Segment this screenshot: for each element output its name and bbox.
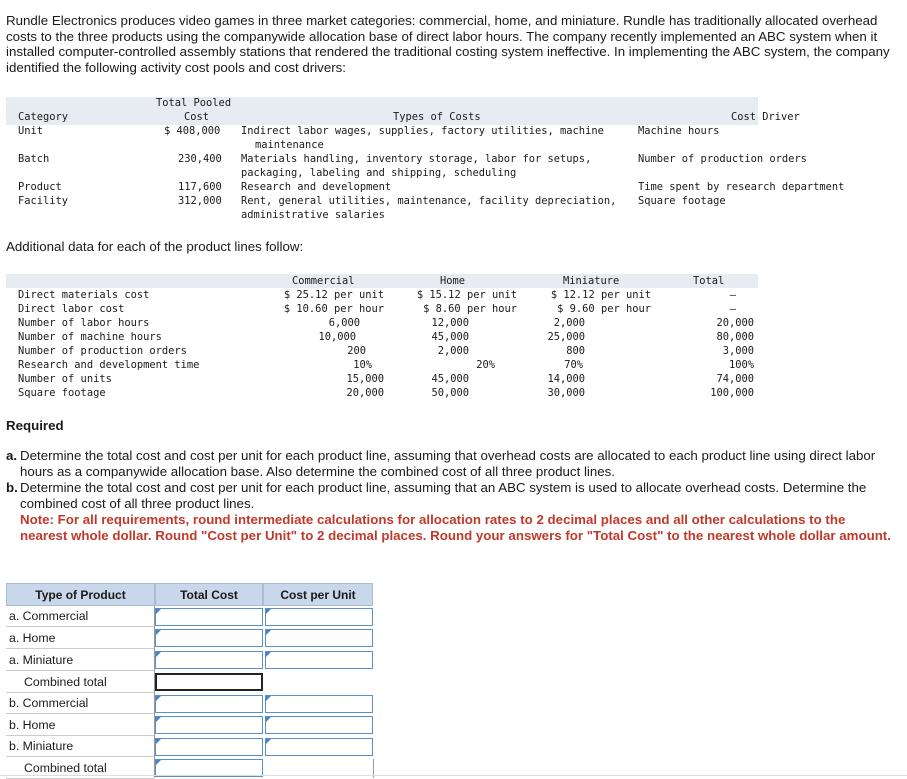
miniature-value: 2,000 <box>553 317 585 329</box>
home-value: $ 15.12 per unit <box>416 289 517 301</box>
requirement-b-text: Determine the total cost and cost per unit for each product line, assuming that an ABC system is used to allocate overhead costs. Determine the combined cost of all three product lines. <box>20 480 867 511</box>
miniature-value: 25,000 <box>547 331 585 343</box>
header-driver: Cost Driver <box>731 111 800 123</box>
total-value: – <box>729 303 736 315</box>
answer-row-label: a. Commercial <box>6 606 154 627</box>
table-header-band <box>6 274 758 288</box>
header-total-cost: Total Cost <box>155 583 263 606</box>
total-cost-input[interactable] <box>155 738 263 756</box>
miniature-value: 800 <box>566 345 585 357</box>
pool-category: Facility <box>18 195 69 207</box>
row-label: Number of production orders <box>18 345 187 357</box>
product-lines-table <box>6 274 758 404</box>
commercial-value: 200 <box>347 345 366 357</box>
home-value: 12,000 <box>431 317 469 329</box>
header-total: Total <box>693 275 725 287</box>
row-label: Square footage <box>18 387 106 399</box>
requirements <box>6 448 896 544</box>
rounding-note: Note: For all requirements, round intermediate calculations for allocation rates to 2 decimal places and all other calculations to the nearest whole dollar. Round "Cost per Unit" to 2 decimal places. Round your answers for "Total Cost" to the nearest whole dollar amount. <box>20 512 891 543</box>
miniature-value: 14,000 <box>547 373 585 385</box>
home-value: 20% <box>476 359 495 371</box>
requirement-a-label: a. <box>6 448 18 463</box>
pool-driver: Time spent by research department <box>638 181 845 193</box>
commercial-value: 6,000 <box>328 317 360 329</box>
total-value: 100,000 <box>710 387 754 399</box>
home-value: 50,000 <box>431 387 469 399</box>
page-bottom-border <box>0 775 907 776</box>
answer-row-label: Combined total <box>6 757 154 779</box>
pool-driver: Machine hours <box>638 125 720 137</box>
total-value: 74,000 <box>716 373 754 385</box>
header-cost-per-unit: Cost per Unit <box>263 583 373 606</box>
home-value: $ 8.60 per hour <box>423 303 517 315</box>
total-cost-input[interactable] <box>155 608 263 626</box>
table-header-band <box>6 97 758 125</box>
home-value: 2,000 <box>437 345 469 357</box>
total-cost-input[interactable] <box>155 673 263 691</box>
requirement-b <box>6 480 896 544</box>
pool-category: Unit <box>18 125 44 137</box>
miniature-value: $ 12.12 per unit <box>550 289 651 301</box>
row-label: Direct labor cost <box>18 303 125 315</box>
answer-row-label: a. Home <box>6 627 154 649</box>
header-types: Types of Costs <box>393 111 481 123</box>
commercial-value: $ 25.12 per unit <box>283 289 384 301</box>
pool-cost: 230,400 <box>178 153 222 165</box>
commercial-value: $ 10.60 per hour <box>283 303 384 315</box>
row-label: Number of units <box>18 373 112 385</box>
cost-pools-table <box>6 97 845 223</box>
total-value: – <box>729 289 736 301</box>
total-value: 80,000 <box>716 331 754 343</box>
answer-row-label: b. Commercial <box>6 693 154 714</box>
answer-row-label: a. Miniature <box>6 649 154 671</box>
pool-types-cont: administrative salaries <box>241 209 385 221</box>
cost-per-unit-input[interactable] <box>265 629 373 647</box>
total-cost-input[interactable] <box>155 716 263 734</box>
total-cost-input[interactable] <box>155 651 263 669</box>
pool-types: Rent, general utilities, maintenance, facility depreciation, <box>241 195 617 207</box>
cost-per-unit-input[interactable] <box>265 738 373 756</box>
miniature-value: 30,000 <box>547 387 585 399</box>
header-miniature: Miniature <box>563 275 620 287</box>
header-total-pooled: Total Pooled <box>156 97 232 109</box>
total-cost-input[interactable] <box>155 629 263 647</box>
requirement-b-label: b. <box>6 480 18 495</box>
pool-types: Materials handling, inventory storage, labor for setups, <box>241 153 592 165</box>
row-label: Direct materials cost <box>18 289 150 301</box>
total-value: 3,000 <box>722 345 754 357</box>
pool-types-cont: maintenance <box>255 139 324 151</box>
miniature-value: 70% <box>564 359 583 371</box>
pool-types: Indirect labor wages, supplies, factory utilities, machine <box>241 125 604 137</box>
requirement-a <box>6 448 896 480</box>
pool-driver: Square footage <box>638 195 726 207</box>
answer-row-label: b. Home <box>6 714 154 736</box>
cost-per-unit-input[interactable] <box>265 716 373 734</box>
required-heading: Required <box>6 418 64 433</box>
cost-per-unit-input[interactable] <box>265 608 373 626</box>
cost-per-unit-input[interactable] <box>265 695 373 713</box>
pool-driver: Number of production orders <box>638 153 807 165</box>
total-value: 20,000 <box>716 317 754 329</box>
commercial-value: 10,000 <box>318 331 356 343</box>
commercial-value: 10% <box>353 359 372 371</box>
pool-category: Product <box>18 181 62 193</box>
column-divider <box>154 606 155 778</box>
additional-data-text: Additional data for each of the product lines follow: <box>6 239 304 254</box>
header-cost: Cost <box>184 111 210 123</box>
row-label: Research and development time <box>18 359 200 371</box>
pool-category: Batch <box>18 153 50 165</box>
header-type-of-product: Type of Product <box>6 583 155 606</box>
pool-cost: 312,000 <box>178 195 222 207</box>
pool-cost: $ 408,000 <box>164 125 221 137</box>
problem-intro: Rundle Electronics produces video games in three market categories: commercial, home, and miniature. Rundle has traditionally allocated overhead costs to the three products using the companywide allocation base of direct labor hours. The company recently implemented an ABC system when it installed computer-controlled assembly stations that rendered the traditional costing system ineffective. In implementing the ABC system, the company identified the following activity cost pools and cost drivers: <box>6 13 890 75</box>
pool-types: Research and development <box>241 181 392 193</box>
row-label: Number of labor hours <box>18 317 150 329</box>
home-value: 45,000 <box>431 373 469 385</box>
requirement-a-text: Determine the total cost and cost per unit for each product line, assuming that overhead costs are allocated to each product line using direct labor hours as a companywide allocation base. Also determine the combined cost of all three product lines. <box>20 448 876 479</box>
commercial-value: 20,000 <box>346 387 384 399</box>
header-home: Home <box>440 275 466 287</box>
commercial-value: 15,000 <box>346 373 384 385</box>
total-value: 100% <box>728 359 754 371</box>
miniature-value: $ 9.60 per hour <box>557 303 651 315</box>
answer-row-label: Combined total <box>6 671 154 693</box>
total-cost-input[interactable] <box>155 695 263 713</box>
pool-cost: 117,600 <box>178 181 222 193</box>
answer-row-label: b. Miniature <box>6 736 154 757</box>
row-label: Number of machine hours <box>18 331 162 343</box>
home-value: 45,000 <box>431 331 469 343</box>
cost-per-unit-input[interactable] <box>265 651 373 669</box>
pool-types-cont: packaging, labeling and shipping, scheduling <box>241 167 517 179</box>
header-commercial: Commercial <box>292 275 355 287</box>
header-category: Category <box>18 111 69 123</box>
